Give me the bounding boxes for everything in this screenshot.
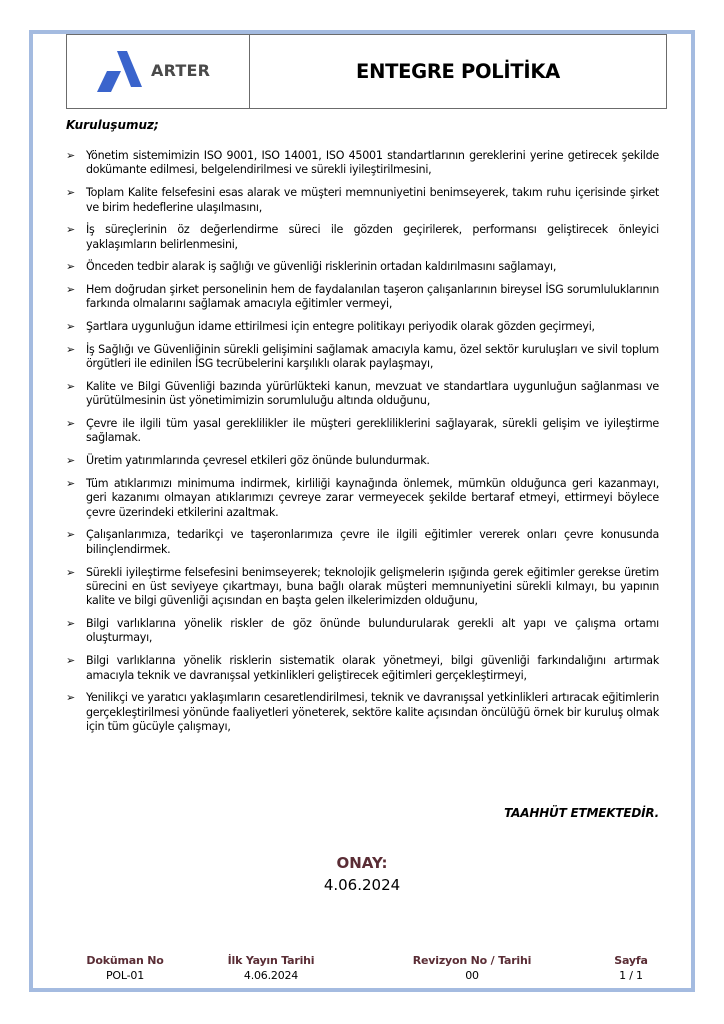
arrow-bullet-icon: ➢ [66,454,76,468]
footer-first-publication [190,953,352,983]
list-item-text: Bilgi varlıklarına yönelik riskler de göz önünde bulundurularak gerekli alt yapı ve çalışma ortamı oluşturmayı, [86,617,659,645]
first-pub-value: 4.06.2024 [243,969,299,982]
footer-revision [352,953,592,983]
intro-heading: Kuruluşumuz; [66,118,159,132]
list-item-text: Çevre ile ilgili tüm yasal gereklilikler ile müşteri gerekliliklerini sağlayarak, sürekli gelişim ve iyileştirme sağlamak. [86,417,659,445]
list-item [66,223,659,252]
list-item [66,691,659,734]
document-footer [60,953,670,983]
arrow-bullet-icon: ➢ [66,283,76,297]
arrow-bullet-icon: ➢ [66,476,76,490]
list-item [66,454,659,468]
approval-date: 4.06.2024 [323,876,401,894]
arrow-bullet-icon: ➢ [66,186,76,200]
list-item [66,380,659,409]
list-item-text: İş süreçlerinin öz değerlendirme süreci ile gözden geçirilerek, performansı geliştirecek önleyici yaklaşımların belirlenmesini, [86,223,659,251]
revision-label: Revizyon No / Tarihi [412,954,532,967]
list-item-text: Sürekli iyileştirme felsefesini benimseyerek; teknolojik gelişmelerin ışığında gerek eğitimler gerekse üretim sürecini en üst seviyeye çıkartmayı, buna bağlı olarak müşteri memnuniyetini sürekli kılmayı, bu yapının kalite ve bilgi güvenliği açısından en başta gelen ilkelerimizden olduğunu, [86,565,659,608]
arrow-bullet-icon: ➢ [66,320,76,334]
list-item-text: Önceden tedbir alarak iş sağlığı ve güvenliği risklerinin ortadan kaldırılmasını sağlamayı, [86,260,557,274]
revision-value: 00 [465,969,479,982]
list-item [66,617,659,646]
list-item-text: Tüm atıklarımızı minimuma indirmek, kirliliği kaynağında önlemek, mümkün olduğunca geri kazanmayı, geri kazanımı olmayan atıklarımızı çevreye zarar vermeyecek şekilde bertaraf etmeyi, ettirmeyi böylece çevre üzerindeki etkilerini azaltmak. [86,476,659,519]
first-pub-label: İlk Yayın Tarihi [227,954,315,967]
commitment-statement: TAAHHÜT ETMEKTEDİR. [504,806,659,820]
list-item-text: Bilgi varlıklarına yönelik risklerin sistematik olarak yönetmeyi, bilgi güvenliği farkındalığını artırmak amacıyla teknik ve davranışsal yetkinlikleri geliştirecek eğitimleri gerçekleştirmeyi, [86,654,659,682]
arrow-bullet-icon: ➢ [66,654,76,668]
list-item [66,320,659,334]
list-item-text: Yönetim sistemimizin ISO 9001, ISO 14001, ISO 45001 standartlarının gereklerini yerine getirecek şekilde dokümante edilmesi, belgelendirilmesi ve sürekli iyileştirilmesini, [86,149,659,177]
footer-page [592,953,670,983]
arrow-bullet-icon: ➢ [66,342,76,356]
document-header [66,34,667,109]
list-item [66,477,659,520]
logo-text: ARTER [151,61,211,80]
list-item [66,149,659,178]
arrow-bullet-icon: ➢ [66,223,76,237]
list-item-text: Toplam Kalite felsefesini esas alarak ve müşteri memnuniyetini benimseyerek, takım ruhu içerisinde şirket ve birim hedeflerine ulaşılmasını, [86,186,659,214]
arter-logo-icon [97,51,143,93]
title-cell [250,35,666,108]
list-item-text: Yenilikçi ve yaratıcı yaklaşımların cesaretlendirilmesi, teknik ve davranışsal yetkinlikleri artıracak eğitimlerin gerçekleştirilmesi yönünde faaliyetleri yöneterek, sektöre kalite açısından öncülüğü örnek bir kuruluş olmak için tüm gücüyle çalışmayı, [86,691,659,734]
page-label: Sayfa [614,954,648,967]
arrow-bullet-icon: ➢ [66,149,76,162]
list-item [66,283,659,312]
document-title: ENTEGRE POLİTİKA [356,60,560,83]
list-item [66,528,659,557]
list-item [66,260,659,274]
arrow-bullet-icon: ➢ [66,617,76,631]
list-item [66,417,659,446]
arrow-bullet-icon: ➢ [66,260,76,274]
arrow-bullet-icon: ➢ [66,528,76,542]
logo-cell [67,35,250,108]
list-item [66,186,659,215]
list-item-text: Kalite ve Bilgi Güvenliği bazında yürürlükteki kanun, mevzuat ve standartlara uygunluğun sağlanması ve yürütülmesinin üst yönetimimizin sorumluluğu altında olduğunu, [86,379,659,408]
page-value: 1 / 1 [619,969,643,982]
doc-no-value: POL-01 [106,969,144,982]
list-item-text: Hem doğrudan şirket personelinin hem de faydalanılan taşeron çalışanlarının bireysel İSG sorumluluklarının farkında olmalarını sağlamak amacıyla eğitimler vermeyi, [86,283,659,311]
doc-no-label: Doküman No [86,954,164,967]
list-item-text: Çalışanlarımıza, tedarikçi ve taşeronlarımıza çevre ile ilgili eğitimler vererek onları çevre konusunda bilinçlendirmek. [86,528,659,556]
list-item [66,654,659,683]
arrow-bullet-icon: ➢ [66,379,76,393]
policy-list [66,149,659,743]
approval-label: ONAY: [336,854,388,872]
list-item-text: İş Sağlığı ve Güvenliğinin sürekli gelişimini sağlamak amacıyla kamu, özel sektör kuruluşları ve sivil toplum örgütleri ile edinilen İSG tecrübelerini karşılıklı olarak paylaşmayı, [86,342,659,371]
arrow-bullet-icon: ➢ [66,565,76,579]
list-item-text: Şartlara uygunluğun idame ettirilmesi için entegre politikayı periyodik olarak gözden geçirmeyi, [86,320,595,334]
arrow-bullet-icon: ➢ [66,691,76,705]
footer-doc-no [60,953,190,983]
list-item [66,343,659,372]
list-item [66,566,659,609]
list-item-text: Üretim yatırımlarında çevresel etkileri göz önünde bulundurmak. [86,454,430,468]
arrow-bullet-icon: ➢ [66,417,76,431]
